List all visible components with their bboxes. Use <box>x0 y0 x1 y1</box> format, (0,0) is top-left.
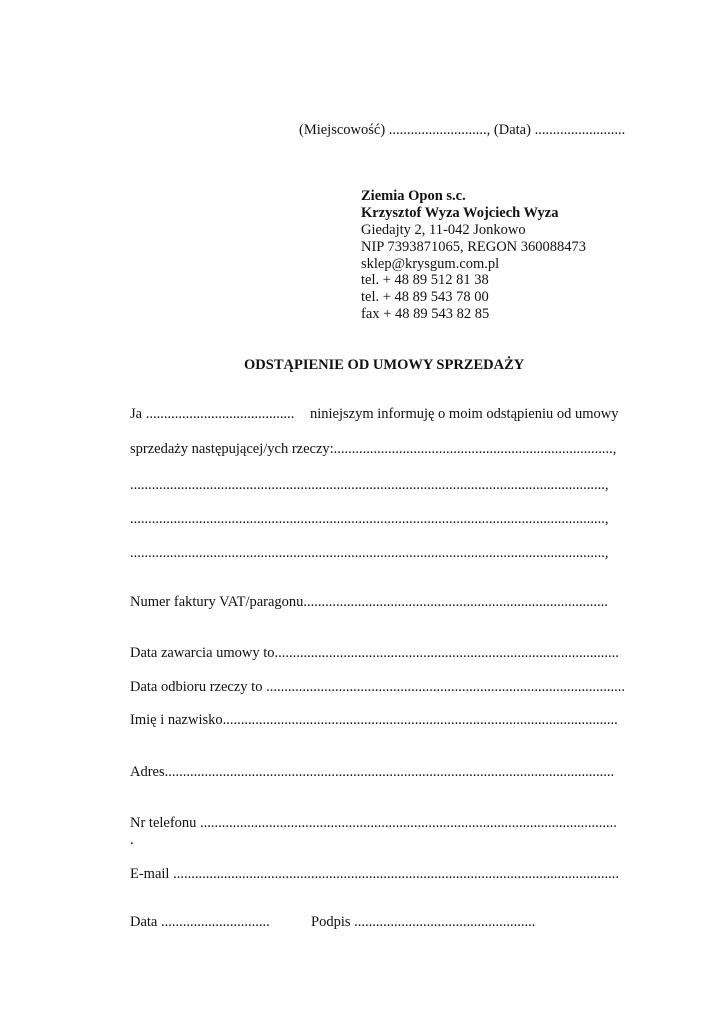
place-date-line: (Miejscowość) ..........................., (Data) ......................... <box>299 122 626 138</box>
company-fax: fax + 48 89 543 82 85 <box>361 306 490 322</box>
goods-line: sprzedaży następującej/ych rzeczy:............................................................................., <box>130 441 617 457</box>
company-tel-2: tel. + 48 89 543 78 00 <box>361 289 489 305</box>
phone-field-continuation: . <box>130 832 134 848</box>
pickup-date-field: Data odbioru rzeczy to ................................................................................................... <box>130 679 625 695</box>
company-ids: NIP 7393871065, REGON 360088473 <box>361 239 587 255</box>
company-name: Ziemia Opon s.c. <box>361 188 466 204</box>
company-owners: Krzysztof Wyza Wojciech Wyza <box>361 205 559 221</box>
signature-field: Podpis .................................................. <box>311 914 536 930</box>
phone-field: Nr telefonu ................................................................................................................... <box>130 815 617 831</box>
intro-line-statement: niniejszym informuję o moim odstąpieniu od umowy <box>310 406 619 422</box>
address-field: Adres............................................................................................................................ <box>130 764 615 780</box>
contract-date-field: Data zawarcia umowy to............................................................................................... <box>130 645 619 661</box>
full-name-field: Imię i nazwisko............................................................................................................. <box>130 712 618 728</box>
goods-dots-line: ..................................................................................................................................., <box>130 511 609 527</box>
email-field: E-mail ........................................................................................................................... <box>130 866 619 882</box>
goods-dots-line: ..................................................................................................................................., <box>130 477 609 493</box>
intro-line-name: Ja ......................................... <box>130 406 295 422</box>
company-email: sklep@krysgum.com.pl <box>361 256 500 272</box>
invoice-number-field: Numer faktury VAT/paragonu.................................................................................... <box>130 594 608 610</box>
goods-dots-line: ..................................................................................................................................., <box>130 545 609 561</box>
date-field: Data .............................. <box>130 914 270 930</box>
company-address: Giedajty 2, 11-042 Jonkowo <box>361 222 526 238</box>
document-title: ODSTĄPIENIE OD UMOWY SPRZEDAŻY <box>244 357 525 373</box>
company-tel-1: tel. + 48 89 512 81 38 <box>361 272 489 288</box>
